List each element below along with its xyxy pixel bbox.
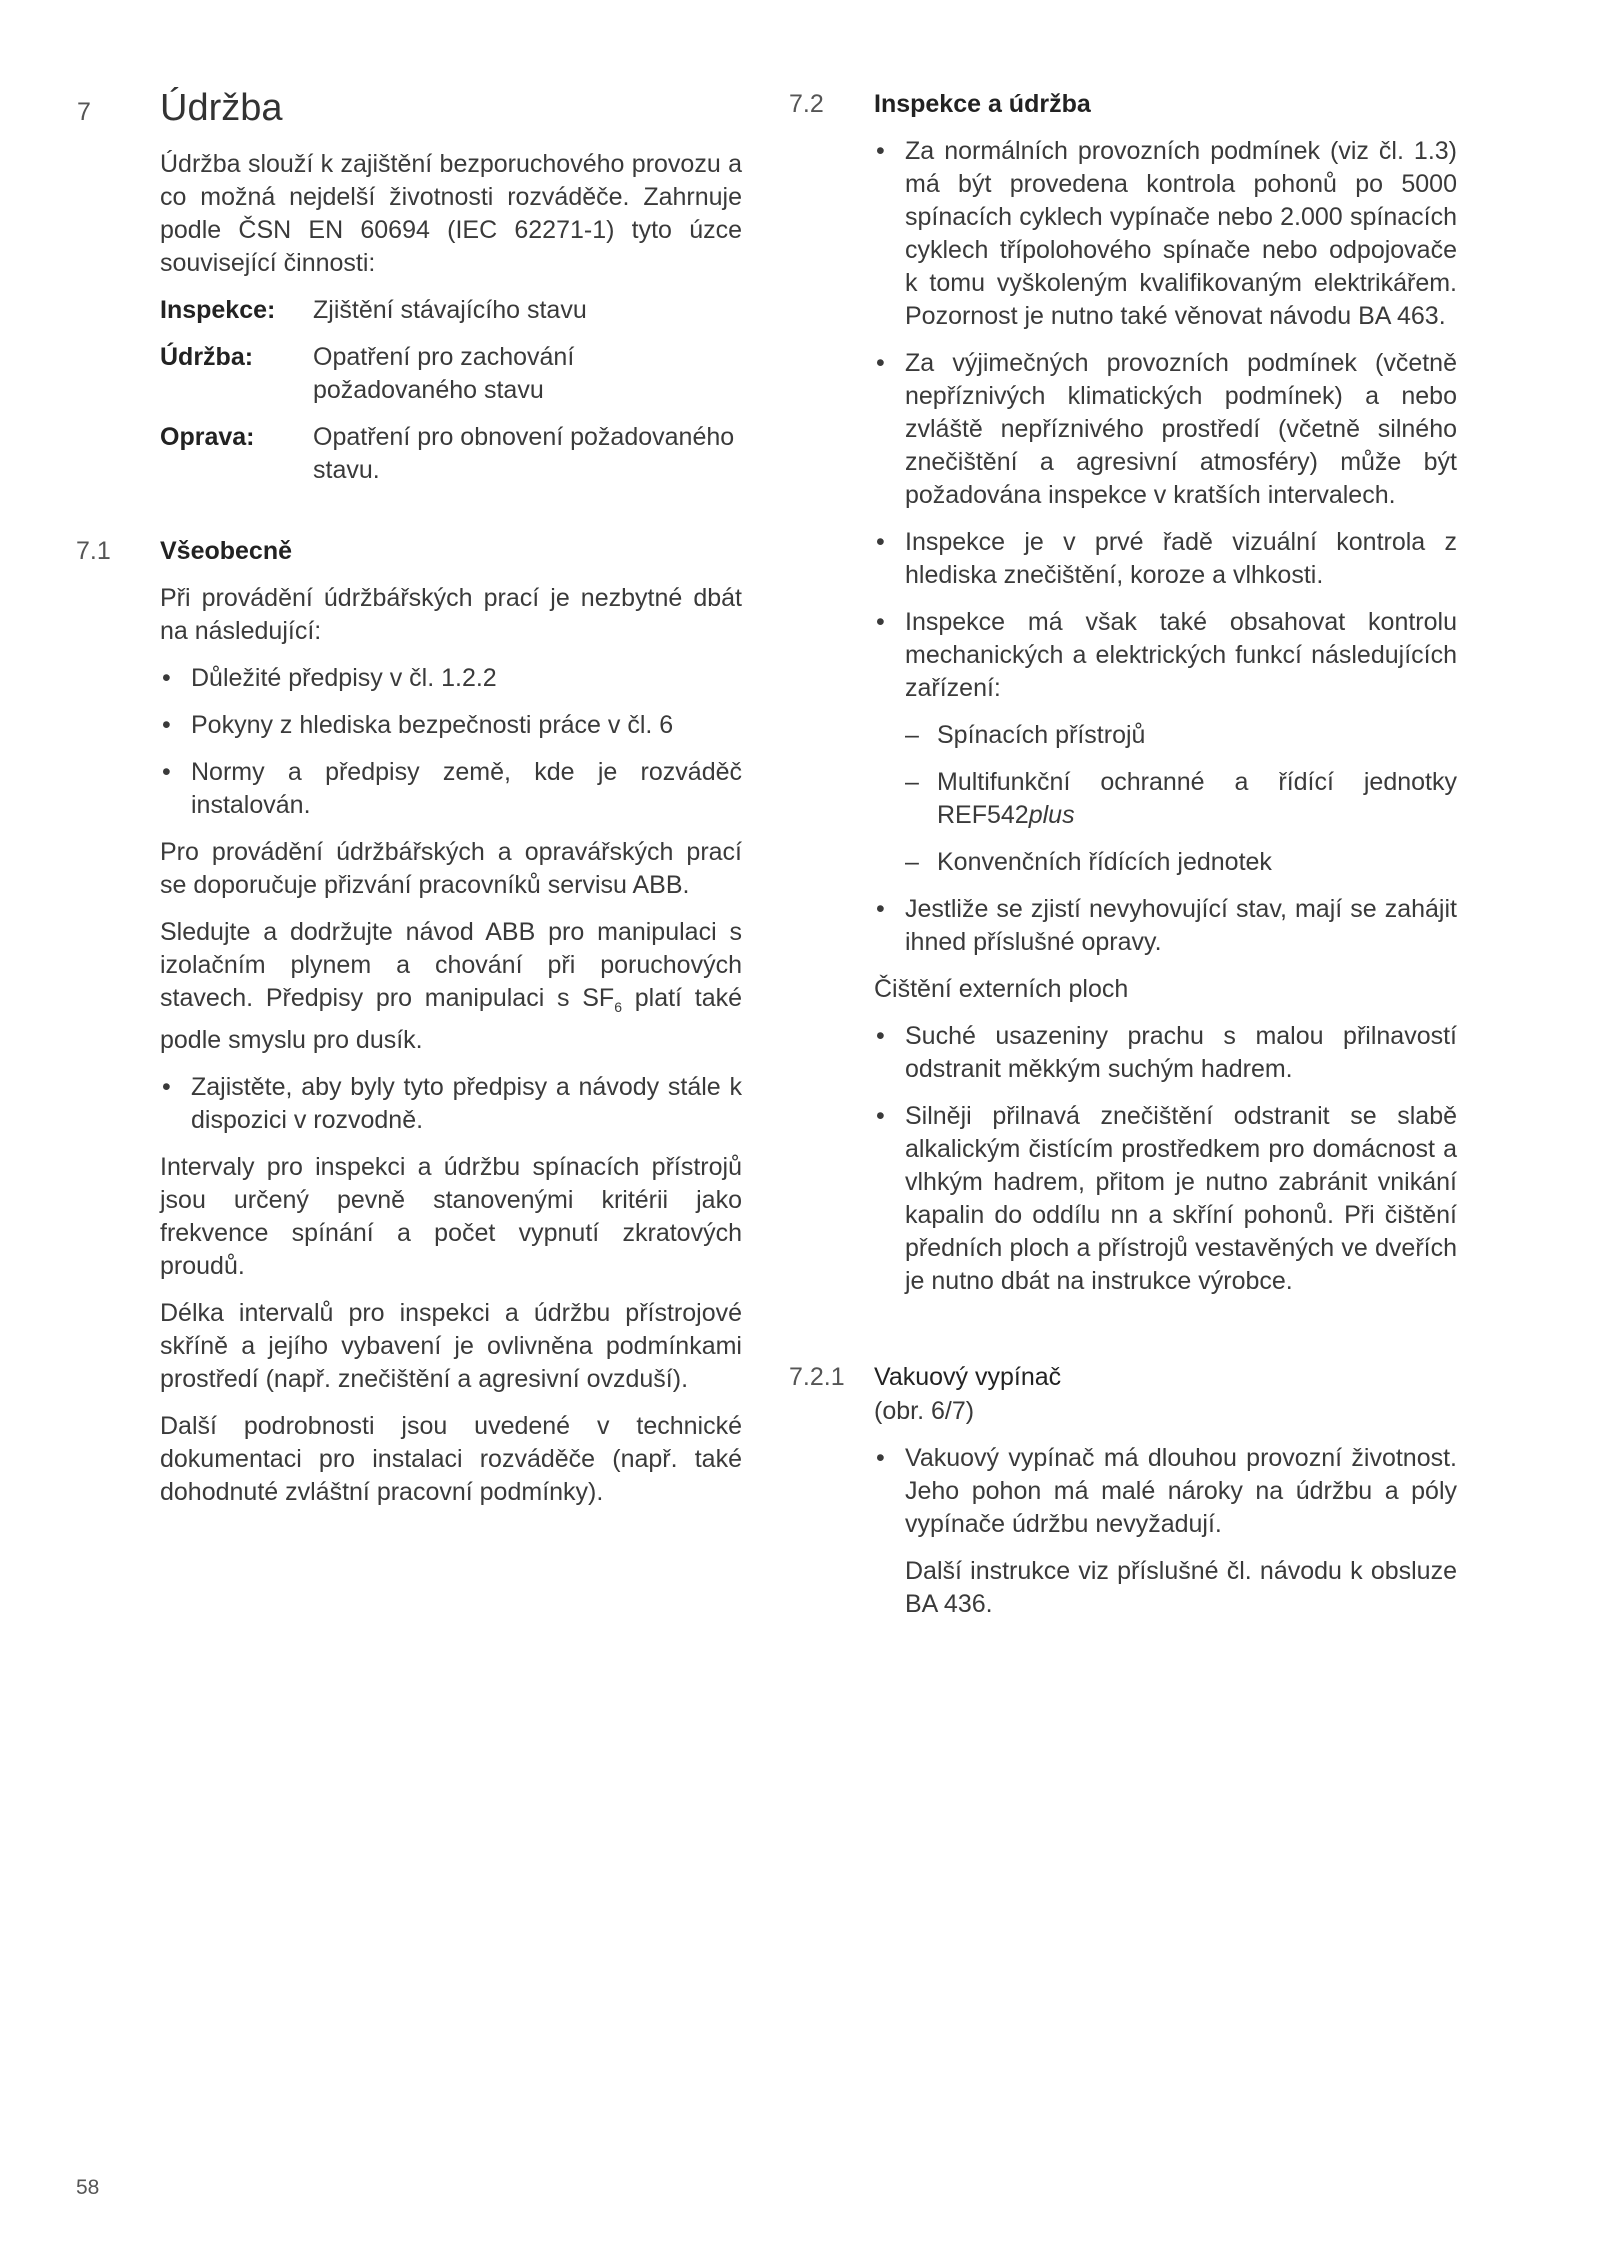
section-7-2-1-bullets	[874, 1442, 1457, 1541]
definition-term: Údržba:	[160, 343, 254, 371]
dash-icon: –	[905, 848, 919, 876]
list-item	[874, 526, 1457, 592]
section-7-1-body	[160, 582, 742, 1523]
section-7-intro: Údržba slouží k zajištění bezporuchového provozu a co možná nejdelší životnosti rozváděče. Zahrnuje podle ČSN EN 60694 (IEC 62271-1) tyto úzce související činnosti:	[160, 150, 742, 277]
section-7-1-p6: Další podrobnosti jsou uvedené v technické dokumentaci pro instalaci rozváděče (např. také dohodnuté zvláštní pracovní podmínky).	[160, 1412, 742, 1506]
section-7-2-title: Inspekce a údržba	[874, 90, 1091, 118]
list-item-text: Za normálních provozních podmínek (viz čl. 1.3) má být provedena kontrola pohonů po 5000 spínacích cyklech vypínače nebo 2.000 spínacích cyklech třípolohového spínače nebo odpojovače k tomu vyškoleným kvalifikovaným elektrikářem. Pozornost je nutno také věnovat návodu BA 463.	[905, 137, 1457, 330]
dash-list	[905, 719, 1457, 879]
list-item-text: Za výjimečných provozních podmínek (včetně nepříznivých klimatických podmínek) a nebo zvláště nepříznivého prostředí (včetně silného znečištění a agresivní atmosféry) může být požadována inspekce v kratších intervalech.	[905, 349, 1457, 509]
dash-item-italic: plus	[1028, 801, 1075, 829]
list-item-text: Inspekce má však také obsahovat kontrolu mechanických a elektrických funkcí následujících zařízení:	[905, 608, 1457, 702]
list-item	[160, 756, 742, 822]
list-item	[160, 662, 742, 695]
list-item	[874, 347, 1457, 512]
section-7-title: Údržba	[160, 87, 283, 129]
p3-text-end: platí také podle smyslu pro dusík.	[160, 984, 743, 1054]
section-7-2-1-body	[874, 1395, 1457, 1635]
dash-icon: –	[905, 721, 919, 749]
bullet-icon: •	[876, 528, 885, 556]
section-7-body	[160, 148, 742, 501]
definition-term: Inspekce:	[160, 296, 276, 324]
definition-desc: Zjištění stávajícího stavu	[313, 296, 587, 324]
dash-item	[905, 846, 1457, 879]
section-7-2-1-number: 7.2.1	[789, 1363, 845, 1391]
section-7-1-bullets-2	[160, 1071, 742, 1137]
list-item	[874, 606, 1457, 879]
list-item-text: Inspekce je v prvé řadě vizuální kontrola z hlediska znečištění, koroze a vlhkosti.	[905, 528, 1457, 589]
section-7-1-p2: Pro provádění údržbářských a opravářských prací se doporučuje přizvání pracovníků servisu ABB.	[160, 838, 742, 899]
section-7-1-p5: Délka intervalů pro inspekci a údržbu přístrojové skříně a jejího vybavení je ovlivněna podmínkami prostředí (např. znečištění a agresivní ovzduší).	[160, 1299, 742, 1393]
section-7-1-p1: Při provádění údržbářských prací je nezbytné dbát na následující:	[160, 584, 742, 645]
section-7-2-1-title: Vakuový vypínač	[874, 1363, 1062, 1391]
section-7-2-1-note: Další instrukce viz příslušné čl. návodu k obsluze BA 436.	[905, 1557, 1457, 1618]
p3-text: Sledujte a dodržujte návod ABB pro manipulaci s izolačním plynem a chování při poruchových stavech. Předpisy pro manipulaci s SF	[160, 918, 742, 1012]
list-item	[160, 1071, 742, 1137]
list-item-text: Zajistěte, aby byly tyto předpisy a návody stále k dispozici v rozvodně.	[191, 1073, 742, 1134]
dash-item	[905, 766, 1457, 832]
definition-desc: Opatření pro obnovení požadovaného stavu.	[313, 423, 735, 484]
section-7-1-p3	[160, 916, 742, 1057]
section-7-2-number: 7.2	[789, 90, 824, 118]
bullet-icon: •	[162, 711, 171, 739]
bullet-icon: •	[876, 137, 885, 165]
list-item-text: Vakuový vypínač má dlouhou provozní životnost. Jeho pohon má malé nároky na údržbu a póly vypínače údržbu nevyžadují.	[905, 1444, 1457, 1538]
bullet-icon: •	[876, 1444, 885, 1472]
section-7-number: 7	[77, 98, 91, 126]
bullet-icon: •	[876, 895, 885, 923]
dash-item-text: Konvenčních řídících jednotek	[937, 848, 1272, 876]
list-item	[874, 1020, 1457, 1086]
list-item-text: Jestliže se zjistí nevyhovující stav, mají se zahájit ihned příslušné opravy.	[905, 895, 1457, 956]
dash-item	[905, 719, 1457, 752]
bullet-icon: •	[876, 1102, 885, 1130]
list-item	[874, 893, 1457, 959]
section-7-2-bullets-3	[874, 1020, 1457, 1298]
section-7-2-bullets-1	[874, 135, 1457, 959]
section-7-2-body	[874, 135, 1457, 1312]
definition-desc: Opatření pro zachování požadovaného stavu	[313, 343, 575, 404]
bullet-icon: •	[876, 608, 885, 636]
list-item-text: Suché usazeniny prachu s malou přilnavostí odstranit měkkým suchým hadrem.	[905, 1022, 1457, 1083]
dash-item-text: Multifunkční ochranné a řídící jednotky REF542	[937, 768, 1457, 829]
section-7-1-bullets-1	[160, 662, 742, 822]
subscript: 6	[614, 999, 622, 1015]
bullet-icon: •	[162, 758, 171, 786]
section-7-1-title: Všeobecně	[160, 537, 293, 565]
dash-item-text: Spínacích přístrojů	[937, 721, 1146, 749]
bullet-icon: •	[876, 1022, 885, 1050]
definition-term: Oprava:	[160, 423, 255, 451]
list-item	[874, 135, 1457, 333]
list-item	[874, 1442, 1457, 1541]
page-number: 58	[76, 2176, 100, 2199]
figure-reference: (obr. 6/7)	[874, 1397, 975, 1425]
section-7-1-number: 7.1	[76, 537, 111, 565]
list-item	[160, 709, 742, 742]
list-item-text: Normy a předpisy země, kde je rozváděč instalován.	[191, 758, 742, 819]
list-item-text: Důležité předpisy v čl. 1.2.2	[191, 664, 497, 692]
definition-list	[160, 294, 742, 487]
definition-udrzba	[160, 341, 742, 407]
dash-icon: –	[905, 768, 919, 796]
bullet-icon: •	[162, 664, 171, 692]
definition-oprava	[160, 421, 742, 487]
bullet-icon: •	[162, 1073, 171, 1101]
list-item	[874, 1100, 1457, 1298]
bullet-icon: •	[876, 349, 885, 377]
list-item-text: Silněji přilnavá znečištění odstranit se slabě alkalickým čistícím prostředkem pro domácnost a vlhkým hadrem, přitom je nutno zabránit vnikání kapalin do oddílu nn a skříní pohonů. Při čištění předních ploch a přístrojů vestavěných ve dveřích je nutno dbát na instrukce výrobce.	[905, 1102, 1457, 1295]
definition-inspekce	[160, 294, 742, 327]
section-7-1-p4: Intervaly pro inspekci a údržbu spínacích přístrojů jsou určený pevně stanovenými kritérii jako frekvence spínání a počet vypnutí zkratových proudů.	[160, 1153, 742, 1280]
list-item-text: Pokyny z hlediska bezpečnosti práce v čl. 6	[191, 711, 674, 739]
cleaning-title: Čištění externích ploch	[874, 975, 1129, 1003]
